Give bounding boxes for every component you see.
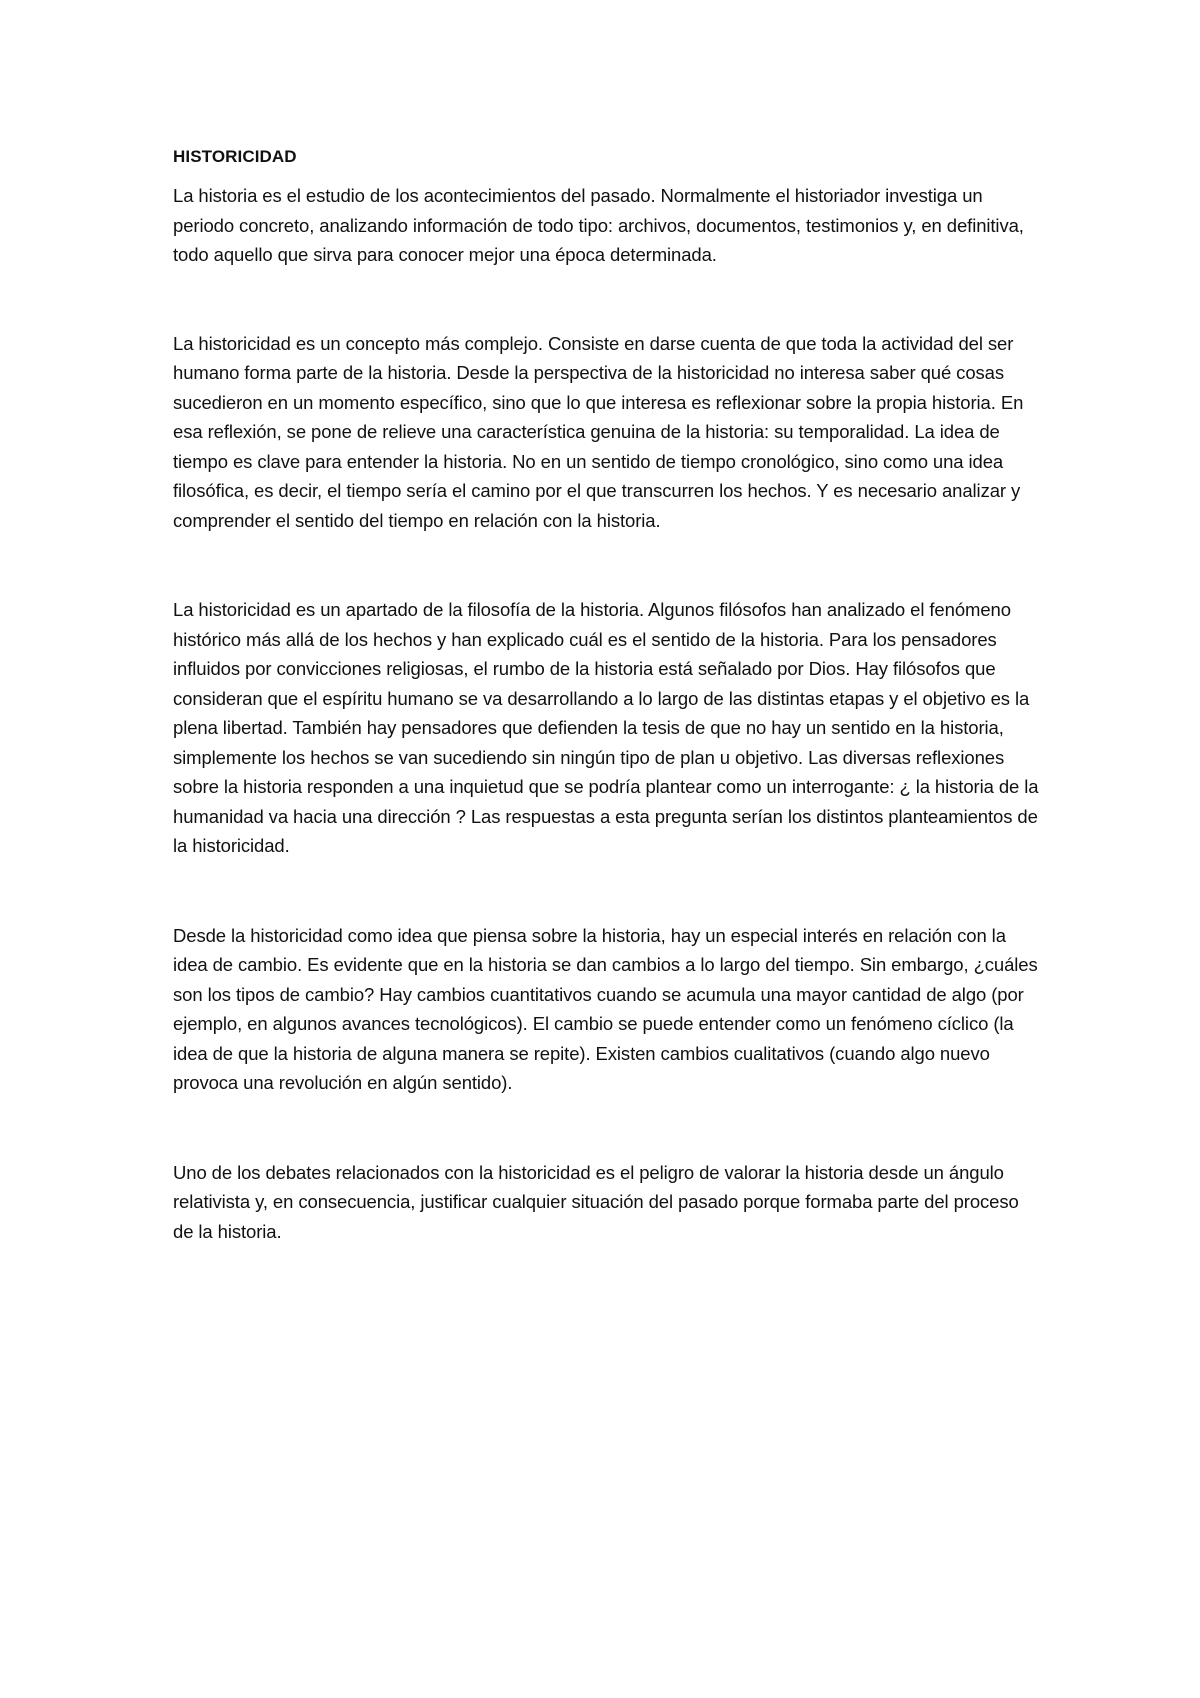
paragraph-4: Desde la historicidad como idea que piensa sobre la historia, hay un especial interés en relación con la idea de cambio. Es evidente que en la historia se dan cambios a lo largo del tiempo. Sin embargo, ¿cuáles son los tipos de cambio? Hay cambios cuantitativos cuando se acumula una mayor cantidad de algo (por ejemplo, en algunos avances tecnológicos). El cambio se puede entender como un fenómeno cíclico (la idea de que la historia de alguna manera se repite). Existen cambios cualitativos (cuando algo nuevo provoca una revolución en algún sentido).: [173, 924, 1038, 1093]
document-page: [173, 146, 1043, 1246]
paragraph-2: La historicidad es un concepto más complejo. Consiste en darse cuenta de que toda la actividad del ser humano forma parte de la historia. Desde la perspectiva de la historicidad no interesa saber qué cosas sucedieron en un momento específico, sino que lo que interesa es reflexionar sobre la propia historia. En esa reflexión, se pone de relieve una característica genuina de la historia: su temporalidad. La idea de tiempo es clave para entender la historia. No en un sentido de tiempo cronológico, sino como una idea filosófica, es decir, el tiempo sería el camino por el que transcurren los hechos. Y es necesario analizar y comprender el sentido del tiempo en relación con la historia.: [173, 332, 1024, 531]
paragraph-3: La historicidad es un apartado de la filosofía de la historia. Algunos filósofos han analizado el fenómeno histórico más allá de los hechos y han explicado cuál es el sentido de la historia. Para los pensadores influidos por convicciones religiosas, el rumbo de la historia está señalado por Dios. Hay filósofos que consideran que el espíritu humano se va desarrollando a lo largo de las distintas etapas y el objetivo es la plena libertad. También hay pensadores que defienden la tesis de que no hay un sentido en la historia, simplemente los hechos se van sucediendo sin ningún tipo de plan u objetivo. Las diversas reflexiones sobre la historia responden a una inquietud que se podría plantear como un interrogante: ¿ la historia de la humanidad va hacia una dirección ? Las respuestas a esta pregunta serían los distintos planteamientos de la historicidad.: [173, 599, 1039, 856]
paragraph-1: La historia es el estudio de los acontecimientos del pasado. Normalmente el historiador investiga un periodo concreto, analizando información de todo tipo: archivos, documentos, testimonios y, en definitiva, todo aquello que sirva para conocer mejor una época determinada.: [173, 185, 1024, 265]
document-title: HISTORICIDAD: [173, 147, 297, 166]
paragraph-5: Uno de los debates relacionados con la historicidad es el peligro de valorar la historia desde un ángulo relativista y, en consecuencia, justificar cualquier situación del pasado porque formaba parte del proceso de la historia.: [173, 1161, 1019, 1242]
